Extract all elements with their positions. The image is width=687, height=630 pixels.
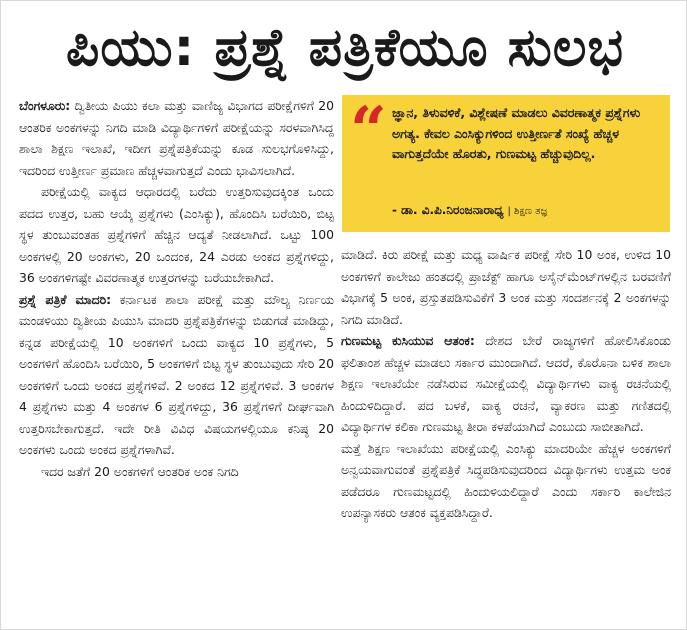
article-paragraph	[341, 330, 671, 438]
article-paragraph	[341, 438, 671, 524]
subheading-quality-concern: ಗುಣಮಟ್ಟ ಕುಸಿಯುವ ಆತಂಕ:	[341, 333, 475, 348]
pull-quote-box	[342, 95, 670, 232]
article-paragraph	[19, 95, 334, 181]
paragraph-text: ಕರ್ನಾಟಕ ಶಾಲಾ ಪರೀಕ್ಷೆ ಮತ್ತು ಮೌಲ್ಯ ನಿರ್ಣಯ ಮಂಡಳಿಯು ದ್ವಿತೀಯ ಪಿಯುಸಿ ಮಾದರಿ ಪ್ರಶ್ನೆಪತ್ರಿಕೆಗಳನ್ನು ಬಿಡುಗಡೆ ಮಾಡಿದ್ದು, ಕನ್ನಡ ಪರೀಕ್ಷೆಯಲ್ಲಿ 10 ಅಂಕಗಳಿಗೆ ಒಂದು ವಾಕ್ಯದ 10 ಪ್ರಶ್ನೆಗಳು, 5 ಅಂಕಗಳಿಗೆ ಹೊಂದಿಸಿ ಬರೆಯಿರಿ, 5 ಅಂಕಗಳಿಗೆ ಬಿಟ್ಟ ಸ್ಥಳ ತುಂಬುವುದು ಸೇರಿ 20 ಅಂಕಗಳಿಗೆ ಒಂದು ಅಂಕದ ಪ್ರಶ್ನೆಗಳಿವೆ. 2 ಅಂಕದ 12 ಪ್ರಶ್ನೆಗಳಿವೆ. 3 ಅಂಕಗಳ 4 ಪ್ರಶ್ನೆಗಳು ಮತ್ತು 4 ಅಂಕಗಳ 6 ಪ್ರಶ್ನೆಗಳಿದ್ದು, 36 ಪ್ರಶ್ನೆಗಳಿಗೆ ದೀರ್ಘವಾಗಿ ಉತ್ತರಿಸಬೇಕಾಗುತ್ತದೆ. ಇದೇ ರೀತಿ ವಿವಿಧ ವಿಷಯಗಳಲ್ಲಿಯೂ ಕನಿಷ್ಠ 20 ಅಂಕಗಳು ಒಂದು ಅಂಕದ ಪ್ರಶ್ನೆಗಳಾಗಿವೆ.	[19, 291, 334, 457]
subheading-question-paper-model: ಪ್ರಶ್ನೆ ಪತ್ರಿಕೆ ಮಾದರಿ:	[19, 291, 112, 307]
paragraph-text: ದೇಶದ ಬೇರೆ ರಾಜ್ಯಗಳಿಗೆ ಹೋಲಿಸಿಕೊಂಡು ಫಲಿತಾಂಶ ಹೆಚ್ಚಳ ಮಾಡಲು ಸರ್ಕಾರ ಮುಂದಾಗಿದೆ. ಆದರೆ, ಕೊರೊನಾ ಬಳಿಕ ಶಾಲಾ ಶಿಕ್ಷಣ ಇಲಾಖೆಯೇ ನಡೆಸಿರುವ ಸಮೀಕ್ಷೆಯಲ್ಲಿ ವಿದ್ಯಾರ್ಥಿಗಳು ವಾಕ್ಯ ರಚನೆಯಲ್ಲಿ ಹಿಂದುಳಿದಿದ್ದಾರೆ. ಪದ ಬಳಕೆ, ವಾಕ್ಯ ರಚನೆ, ವ್ಯಾಕರಣ ಮತ್ತು ಗಣಿತದಲ್ಲಿ ವಿದ್ಯಾರ್ಥಿಗಳ ಕಲಿಕಾ ಗುಣಮಟ್ಟ ತೀರಾ ಕಳಪೆಯಾಗಿದೆ ಎಂಬುದು ಸಾಬೀತಾಗಿದೆ.	[341, 333, 671, 434]
article-paragraph	[19, 289, 334, 461]
paragraph-text: ದ್ವಿತೀಯ ಪಿಯು ಕಲಾ ಮತ್ತು ವಾಣಿಜ್ಯ ವಿಭಾಗದ ಪರೀಕ್ಷೆಗಳಿಗೆ 20 ಆಂತರಿಕ ಅಂಕಗಳನ್ನು ನಿಗದಿ ಮಾಡಿ ವಿದ್ಯಾರ್ಥಿಗಳಿಗೆ ಪರೀಕ್ಷೆಯನ್ನು ಸರಳವಾಗಿಸಿದ್ದ ಶಾಲಾ ಶಿಕ್ಷಣ ಇಲಾಖೆ, ಇದೀಗ ಪ್ರಶ್ನೆಪತ್ರಿಕೆಯನ್ನು ಕೂಡ ಸುಲಭಗೊಳಿಸಿದ್ದು, ಇದರಿಂದ ಉತ್ತೀರ್ಣ ಪ್ರಮಾಣ ಹೆಚ್ಚಳವಾಗುತ್ತದೆ ಎಂದು ಭಾವಿಸಲಾಗಿದೆ.	[19, 98, 334, 178]
pull-quote-text: ಜ್ಞಾನ, ತಿಳುವಳಿಕೆ, ವಿಶ್ಲೇಷಣೆ ಮಾಡಲು ವಿವರಣಾತ್ಮಕ ಪ್ರಶ್ನೆಗಳು ಅಗತ್ಯ. ಕೇವಲ ಎಂಸಿಕ್ಯುಗಳಿಂದ ಉತ್ತೀರ್ಣತೆ ಸಂಖ್ಯೆ ಹೆಚ್ಚಳ ವಾಗುತ್ತದೆಯೇ ಹೊರತು, ಗುಣಮಟ್ಟ ಹೆಚ್ಚುವುದಿಲ್ಲ.	[392, 105, 641, 161]
dateline: ಬೆಂಗಳೂರು:	[19, 98, 71, 113]
article-headline: ಪಿಯು: ಪ್ರಶ್ನೆ ಪತ್ರಿಕೆಯೂ ಸುಲಭ	[65, 18, 624, 78]
article-right-column	[341, 244, 671, 624]
quote-mark-icon: “	[350, 93, 387, 168]
article-paragraph	[19, 461, 334, 483]
quote-author: - ಡಾ. ವಿ.ಪಿ.ನಿರಂಜನಾರಾಧ್ಯ	[392, 203, 504, 217]
pull-quote-attribution	[392, 199, 664, 221]
paragraph-text: ಮತ್ತೆ ಶಿಕ್ಷಣ ಇಲಾಖೆಯು ಪರೀಕ್ಷೆಯಲ್ಲಿ ಎಂಸಿಕ್ಯು ಮಾದರಿಯೇ ಹೆಚ್ಚಳ ಅಂಕಗಳಿಗೆ ಅನ್ವಯವಾಗುವಂತೆ ಪ್ರಶ್ನೆಪತ್ರಿಕೆ ಸಿದ್ಧಪಡಿಸುವುದರಿಂದ ವಿದ್ಯಾರ್ಥಿಗಳು ಉತ್ತಮ ಅಂಕ ಪಡೆದರೂ ಗುಣಮಟ್ಟದಲ್ಲಿ ಹಿಂದುಳಿಯಲಿದ್ದಾರೆ ಎಂದು ಸರ್ಕಾರಿ ಕಾಲೇಜಿನ ಉಪನ್ಯಾಸಕರು ಆತಂಕ ವ್ಯಕ್ತಪಡಿಸಿದ್ದಾರೆ.	[341, 440, 671, 520]
paragraph-text: ಇದರ ಜತೆಗೆ 20 ಅಂಕಗಳಿಗೆ ಆಂತರಿಕ ಅಂಕ ನಿಗದಿ	[41, 463, 239, 479]
paragraph-text: ಪರೀಕ್ಷೆಯಲ್ಲಿ ವಾಕ್ಯದ ಆಧಾರದಲ್ಲಿ ಬರೆದು ಉತ್ತರಿಸುವುದಕ್ಕಿಂತ ಒಂದು ಪದದ ಉತ್ತರ, ಬಹು ಆಯ್ಕೆ ಪ್ರಶ್ನೆಗಳು (ಎಂಸಿಕ್ಯು), ಹೊಂದಿಸಿ ಬರೆಯಿರಿ, ಬಿಟ್ಟ ಸ್ಥಳ ತುಂಬುವಂತಹ ಪ್ರಶ್ನೆಗಳಿಗೆ ಹೆಚ್ಚಿನ ಆದ್ಯತೆ ನೀಡಲಾಗಿದೆ. ಒಟ್ಟು 100 ಅಂಕಗಳಲ್ಲಿ 20 ಅಂಕಗಳು, 20 ಒಂದಂಕ, 24 ಎರಡು ಅಂಕದ ಪ್ರಶ್ನೆಗಳಿದ್ದು, 36 ಅಂಕಗಳಿಗಷ್ಟೇ ವಿವರಣಾತ್ಮಕ ಉತ್ತರಗಳನ್ನು ಬರೆಯಬೇಕಾಗಿದೆ.	[19, 184, 334, 285]
article-paragraph	[341, 244, 671, 330]
article-paragraph	[19, 181, 334, 289]
paragraph-text: ಮಾಡಿದೆ. ಕಿರು ಪರೀಕ್ಷೆ ಮತ್ತು ಮಧ್ಯ ವಾರ್ಷಿಕ ಪರೀಕ್ಷೆ ಸೇರಿ 10 ಅಂಕ, ಉಳಿದ 10 ಅಂಕಗಳಿಗೆ ಕಾಲೇಜು ಹಂತದಲ್ಲಿ ಪ್ರಾಜೆಕ್ಟ್ ಹಾಗೂ ಅಸೈನ್‌ಮೆಂಟ್‌ಗಳಲ್ಲಿನ ಬರವಣಿಗೆ ವಿಭಾಗಕ್ಕೆ 5 ಅಂಕ, ಪ್ರಸ್ತುತಪಡಿಸುವಿಕೆಗೆ 3 ಅಂಕ ಮತ್ತು ಸಂದರ್ಶನಕ್ಕೆ 2 ಅಂಕಗಳನ್ನು ನಿಗದಿ ಮಾಡಿದೆ.	[341, 247, 671, 327]
quote-author-role: | ಶಿಕ್ಷಣ ತಜ್ಞ	[507, 206, 548, 217]
article-left-column	[19, 95, 334, 625]
